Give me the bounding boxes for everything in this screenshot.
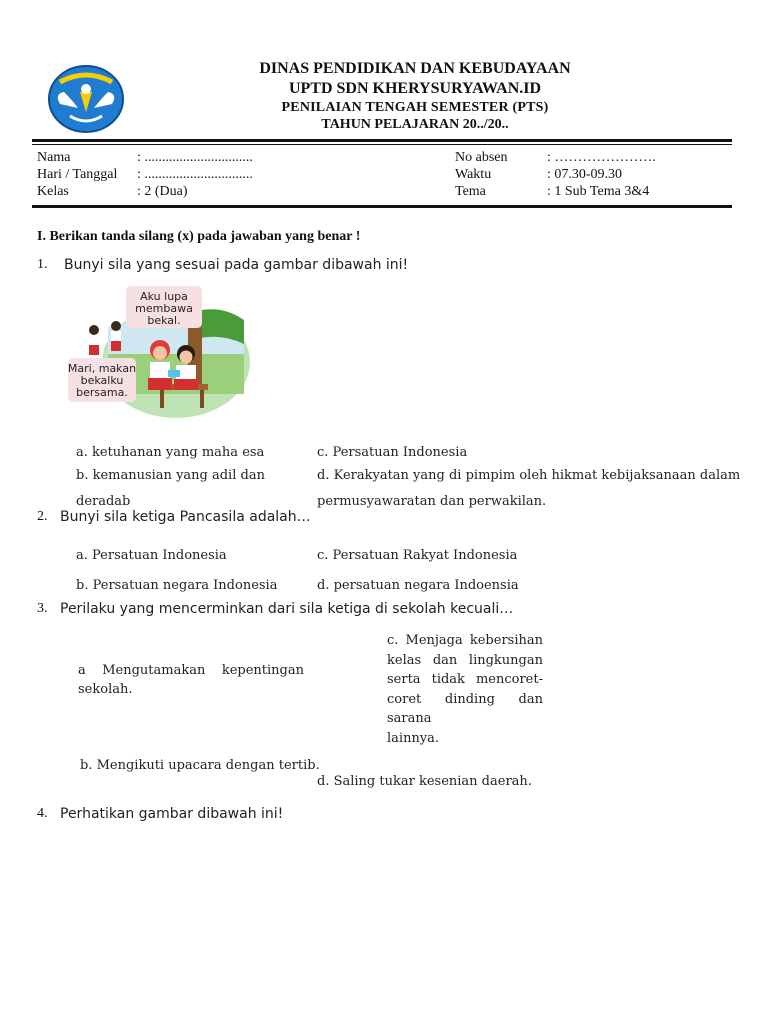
info-rule-bottom (32, 205, 732, 208)
q3-option-a-line1: a Mengutamakan kepentingan (78, 663, 304, 678)
q3-text: Perilaku yang mencerminkan dari sila ketiga di sekolah kecuali… (60, 601, 514, 617)
q2-option-b[interactable]: b. Persatuan negara Indonesia (76, 578, 278, 593)
q1-option-b[interactable]: b. kemanusian yang adil dan (76, 468, 265, 483)
q1-option-b-cont: deradab (76, 494, 131, 509)
q3-option-c[interactable] (387, 631, 543, 748)
header-line-3: PENILAIAN TENGAH SEMESTER (PTS) (281, 100, 549, 115)
tema-value: : 1 Sub Tema 3&4 (547, 184, 650, 199)
header-rule-top (32, 139, 732, 142)
svg-text:bekal.: bekal. (147, 314, 181, 327)
q3-option-a[interactable] (78, 661, 304, 699)
kelas-value: : 2 (Dua) (137, 184, 188, 199)
q3-number: 3. (37, 601, 48, 616)
q2-option-a[interactable]: a. Persatuan Indonesia (76, 548, 227, 563)
svg-text:bersama.: bersama. (76, 386, 128, 399)
svg-text:bekalku: bekalku (80, 374, 124, 387)
q3-option-c-line4: coret dinding dan sarana (387, 691, 543, 726)
q1-option-c[interactable]: c. Persatuan Indonesia (317, 445, 468, 460)
q1-number: 1. (37, 257, 48, 272)
waktu-value: : 07.30-09.30 (547, 167, 623, 182)
q2-text: Bunyi sila ketiga Pancasila adalah… (60, 509, 311, 525)
q3-option-b[interactable]: b. Mengikuti upacara dengan tertib. (80, 758, 320, 773)
header-line-2: UPTD SDN KHERYSURYAWAN.ID (288, 80, 542, 97)
hari-value[interactable]: : ............................... (137, 167, 253, 182)
waktu-label: Waktu (455, 167, 492, 182)
q2-number: 2. (37, 509, 48, 524)
section-instruction: I. Berikan tanda silang (x) pada jawaban yang benar ! (37, 229, 361, 244)
q1-option-d-cont: permusyawaratan dan perwakilan. (317, 494, 547, 509)
q2-option-d[interactable]: d. persatuan negara Indoensia (317, 578, 519, 593)
q2-option-c[interactable]: c. Persatuan Rakyat Indonesia (317, 548, 518, 563)
q4-text: Perhatikan gambar dibawah ini! (60, 806, 284, 822)
q3-option-c-line3: serta tidak mencoret- (387, 672, 543, 687)
q3-option-c-line5: lainnya. (387, 730, 440, 746)
nama-value[interactable]: : ............................... (137, 150, 253, 165)
header-line-1: DINAS PENDIDIKAN DAN KEBUDAYAAN (259, 60, 571, 77)
nama-label: Nama (37, 150, 71, 165)
hari-label: Hari / Tanggal (37, 167, 118, 182)
kelas-label: Kelas (37, 184, 69, 199)
q1-option-d[interactable]: d. Kerakyatan yang di pimpim oleh hikmat kebijaksanaan dalam (317, 468, 741, 483)
q3-option-c-line2: kelas dan lingkungan (387, 652, 543, 668)
q3-option-a-line2: sekolah. (78, 682, 133, 697)
q1-bubble-left: Mari, makan (68, 362, 137, 375)
tut-wuri-handayani-logo (46, 64, 126, 134)
q1-option-a[interactable]: a. ketuhanan yang maha esa (76, 445, 265, 460)
q1-text: Bunyi sila yang sesuai pada gambar dibawah ini! (64, 257, 409, 273)
absen-label: No absen (455, 150, 508, 165)
q4-number: 4. (37, 806, 48, 821)
q3-option-d[interactable]: d. Saling tukar kesenian daerah. (317, 774, 532, 789)
tema-label: Tema (455, 184, 486, 199)
header-rule-top-thin (32, 144, 732, 145)
q1-illustration (68, 284, 252, 422)
q1-bubble-top: Aku lupa (140, 290, 188, 303)
header-line-4: TAHUN PELAJARAN 20../20.. (321, 117, 509, 132)
absen-value[interactable]: : …………………. (547, 150, 656, 165)
q3-option-c-line1: c. Menjaga kebersihan (387, 633, 543, 648)
svg-text:membawa: membawa (135, 302, 193, 315)
